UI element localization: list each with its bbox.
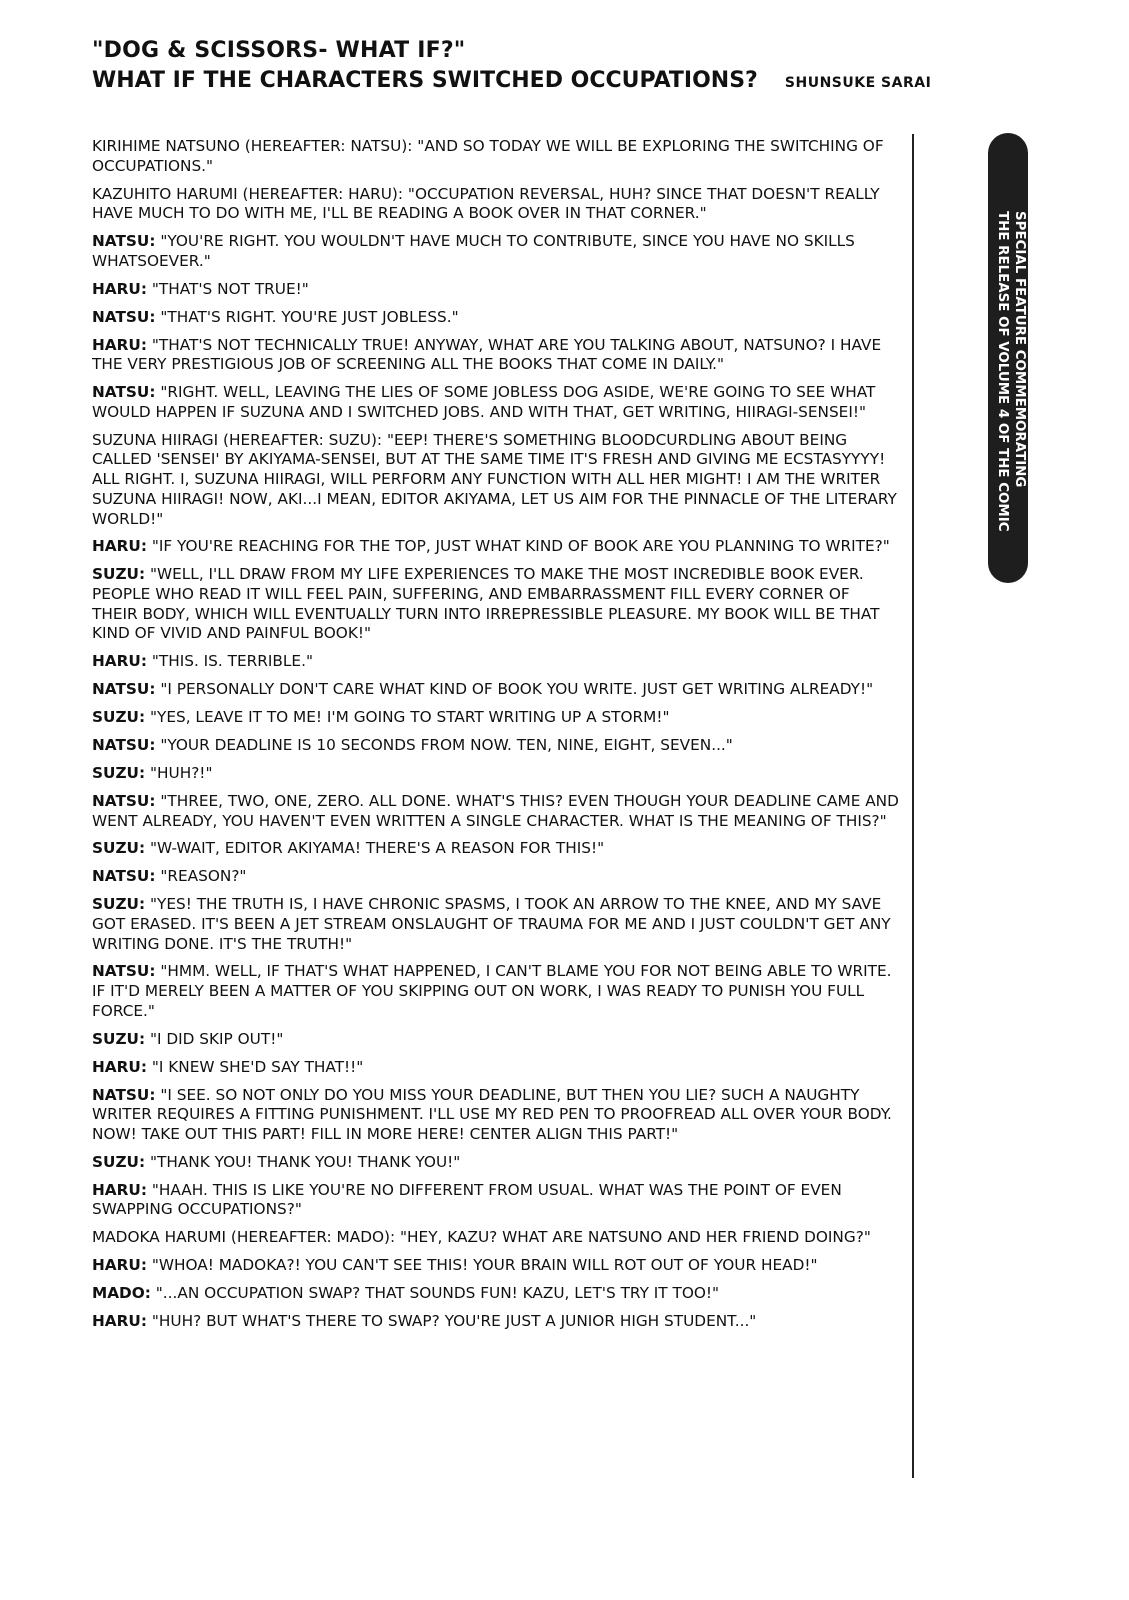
speaker-label: HARU: (92, 335, 147, 354)
dialogue-text: SUZUNA HIIRAGI (HEREAFTER: SUZU): "EEP! THERE'S SOMETHING BLOODCURDLING ABOUT BEING CALLED 'SENSEI' BY AKIYAMA-SENSEI, BUT AT THE SAME TIME IT'S FRESH AND GIVING ME ECSTASYYYY! ALL RIGHT. I, SUZUNA HIIRAGI, WILL PERFORM ANY FUNCTION WITH ALL HER MIGHT! I AM THE WRITER SUZUNA HIIRAGI! NOW, AKI...I MEAN, EDITOR AKIYAMA, LET US AIM FOR THE PINNACLE OF THE LITERARY WORLD!" (92, 430, 897, 528)
dialogue-paragraph (92, 764, 900, 784)
dialogue-paragraph (92, 537, 900, 557)
speaker-label: NATSU: (92, 307, 156, 326)
dialogue-paragraph (92, 867, 900, 887)
dialogue-paragraph (92, 1181, 900, 1220)
speaker-label: SUZU: (92, 565, 146, 584)
dialogue-text: "YES, LEAVE IT TO ME! I'M GOING TO START WRITING UP A STORM!" (149, 708, 670, 727)
speaker-label: SUZU: (92, 708, 146, 727)
speaker-label: NATSU: (92, 232, 156, 251)
dialogue-text: "YOU'RE RIGHT. YOU WOULDN'T HAVE MUCH TO CONTRIBUTE, SINCE YOU HAVE NO SKILLS WHATSOEVER." (92, 232, 855, 270)
column-divider (912, 134, 914, 1478)
dialogue-paragraph (92, 1058, 900, 1078)
dialogue-paragraph (92, 565, 900, 644)
dialogue-text: "THIS. IS. TERRIBLE." (151, 652, 313, 671)
author-name: SHUNSUKE SARAI (784, 75, 932, 91)
dialogue-paragraph (92, 1030, 900, 1050)
dialogue-paragraph (92, 1312, 900, 1332)
dialogue-text: "...AN OCCUPATION SWAP? THAT SOUNDS FUN! KAZU, LET'S TRY IT TOO!" (155, 1284, 720, 1303)
dialogue-paragraph (92, 680, 900, 700)
dialogue-paragraph (92, 962, 900, 1021)
dialogue-paragraph (92, 232, 900, 271)
dialogue-paragraph (92, 1228, 900, 1248)
page-header (92, 36, 932, 96)
dialogue-paragraph (92, 383, 900, 422)
dialogue-text: "THREE, TWO, ONE, ZERO. ALL DONE. WHAT'S THIS? EVEN THOUGH YOUR DEADLINE CAME AND WENT ALREADY, YOU HAVEN'T EVEN WRITTEN A SINGLE CHARACTER. WHAT IS THE MEANING OF THIS?" (92, 791, 899, 830)
dialogue-paragraph (92, 1284, 900, 1304)
dialogue-text: KAZUHITO HARUMI (HEREAFTER: HARU): "OCCUPATION REVERSAL, HUH? SINCE THAT DOESN'T REALLY HAVE MUCH TO DO WITH ME, I'LL BE READING A BOOK OVER IN THAT CORNER." (92, 184, 880, 223)
dialogue-paragraph (92, 652, 900, 672)
speaker-label: HARU: (92, 1057, 147, 1076)
dialogue-body (92, 137, 900, 1487)
dialogue-paragraph (92, 1153, 900, 1173)
dialogue-text: "HUH?!" (149, 763, 213, 782)
speaker-label: SUZU: (92, 895, 146, 914)
speaker-label: HARU: (92, 1256, 147, 1275)
speaker-label: NATSU: (92, 736, 156, 755)
page-subtitle: WHAT IF THE CHARACTERS SWITCHED OCCUPATIONS? (92, 68, 758, 93)
side-feature-text (988, 133, 1028, 583)
dialogue-text: "RIGHT. WELL, LEAVING THE LIES OF SOME JOBLESS DOG ASIDE, WE'RE GOING TO SEE WHAT WOULD HAPPEN IF SUZUNA AND I SWITCHED JOBS. AND WITH THAT, GET WRITING, HIIRAGI-SENSEI!" (92, 383, 876, 421)
dialogue-text: "IF YOU'RE REACHING FOR THE TOP, JUST WHAT KIND OF BOOK ARE YOU PLANNING TO WRITE?" (151, 537, 890, 556)
speaker-label: HARU: (92, 652, 147, 671)
dialogue-paragraph (92, 839, 900, 859)
dialogue-paragraph (92, 185, 900, 224)
dialogue-text: "THAT'S RIGHT. YOU'RE JUST JOBLESS." (160, 307, 459, 326)
dialogue-text: "I KNEW SHE'D SAY THAT!!" (151, 1057, 364, 1076)
dialogue-text: "THAT'S NOT TECHNICALLY TRUE! ANYWAY, WHAT ARE YOU TALKING ABOUT, NATSUNO? I HAVE THE VERY PRESTIGIOUS JOB OF SCREENING ALL THE BOOKS THAT COME IN DAILY." (92, 335, 882, 374)
speaker-label: NATSU: (92, 1085, 156, 1104)
speaker-label: HARU: (92, 1312, 147, 1330)
dialogue-paragraph (92, 137, 900, 176)
dialogue-paragraph (92, 736, 900, 756)
speaker-label: NATSU: (92, 867, 156, 886)
dialogue-text: "I PERSONALLY DON'T CARE WHAT KIND OF BOOK YOU WRITE. JUST GET WRITING ALREADY!" (160, 680, 874, 699)
speaker-label: HARU: (92, 279, 147, 298)
dialogue-paragraph (92, 280, 900, 300)
speaker-label: SUZU: (92, 763, 146, 782)
speaker-label: SUZU: (92, 1029, 146, 1048)
dialogue-text: "THAT'S NOT TRUE!" (151, 279, 309, 298)
speaker-label: NATSU: (92, 791, 156, 810)
page-title: "DOG & SCISSORS- WHAT IF?" (92, 38, 466, 63)
dialogue-paragraph (92, 792, 900, 831)
dialogue-paragraph (92, 895, 900, 954)
speaker-label: SUZU: (92, 839, 146, 858)
subtitle-row (92, 66, 932, 96)
dialogue-paragraph (92, 1256, 900, 1276)
speaker-label: HARU: (92, 537, 147, 556)
dialogue-text: "REASON?" (160, 867, 247, 886)
dialogue-paragraph (92, 431, 900, 530)
dialogue-text: "I DID SKIP OUT!" (149, 1029, 284, 1048)
dialogue-text: "WHOA! MADOKA?! YOU CAN'T SEE THIS! YOUR BRAIN WILL ROT OUT OF YOUR HEAD!" (151, 1256, 818, 1275)
dialogue-text: "WELL, I'LL DRAW FROM MY LIFE EXPERIENCES TO MAKE THE MOST INCREDIBLE BOOK EVER. PEOPLE WHO READ IT WILL FEEL PAIN, SUFFERING, AND EMBARRASSMENT FILL EVERY CORNER OF THEIR BODY, WHICH WILL EVENTUALLY TURN INTO IRREPRESSIBLE PLEASURE. MY BOOK WILL BE THAT KIND OF VIVID AND PAINFUL BOOK!" (92, 565, 880, 643)
speaker-label: MADO: (92, 1284, 151, 1303)
dialogue-text: "YES! THE TRUTH IS, I HAVE CHRONIC SPASMS, I TOOK AN ARROW TO THE KNEE, AND MY SAVE GOT ERASED. IT'S BEEN A JET STREAM ONSLAUGHT OF TRAUMA FOR ME AND I JUST COULDN'T GET ANY WRITING DONE. IT'S THE TRUTH!" (92, 895, 891, 953)
side-feature-tab (988, 133, 1028, 583)
dialogue-paragraph (92, 336, 900, 375)
speaker-label: NATSU: (92, 383, 156, 402)
dialogue-text: MADOKA HARUMI (HEREAFTER: MADO): "HEY, KAZU? WHAT ARE NATSUNO AND HER FRIEND DOING?" (92, 1228, 871, 1247)
dialogue-text: "W-WAIT, EDITOR AKIYAMA! THERE'S A REASON FOR THIS!" (149, 839, 605, 858)
dialogue-paragraph (92, 708, 900, 728)
dialogue-text: "YOUR DEADLINE IS 10 SECONDS FROM NOW. TEN, NINE, EIGHT, SEVEN..." (160, 736, 733, 755)
dialogue-text: "HUH? BUT WHAT'S THERE TO SWAP? YOU'RE JUST A JUNIOR HIGH STUDENT..." (151, 1312, 757, 1330)
dialogue-paragraph (92, 308, 900, 328)
side-feature-line-2: THE RELEASE OF VOLUME 4 OF THE COMIC (995, 211, 1010, 532)
dialogue-text: "THANK YOU! THANK YOU! THANK YOU!" (149, 1152, 461, 1171)
dialogue-text: "I SEE. SO NOT ONLY DO YOU MISS YOUR DEADLINE, BUT THEN YOU LIE? SUCH A NAUGHTY WRITER REQUIRES A FITTING PUNISHMENT. I'LL USE MY RED PEN TO PROOFREAD ALL OVER YOUR BODY. NOW! TAKE OUT THIS PART! FILL IN MORE HERE! CENTER ALIGN THIS PART!" (92, 1085, 892, 1143)
speaker-label: HARU: (92, 1180, 147, 1199)
dialogue-text: "HMM. WELL, IF THAT'S WHAT HAPPENED, I CAN'T BLAME YOU FOR NOT BEING ABLE TO WRITE. IF IT'D MERELY BEEN A MATTER OF YOU SKIPPING OUT ON WORK, I WAS READY TO PUNISH YOU FULL FORCE." (92, 962, 892, 1020)
dialogue-paragraph (92, 1086, 900, 1145)
speaker-label: NATSU: (92, 962, 156, 981)
side-feature-line-1: SPECIAL FEATURE COMMEMORATING (1012, 211, 1027, 488)
speaker-label: SUZU: (92, 1152, 146, 1171)
speaker-label: NATSU: (92, 680, 156, 699)
dialogue-text: "HAAH. THIS IS LIKE YOU'RE NO DIFFERENT FROM USUAL. WHAT WAS THE POINT OF EVEN SWAPPING OCCUPATIONS?" (92, 1180, 842, 1219)
dialogue-text: KIRIHIME NATSUNO (HEREAFTER: NATSU): "AND SO TODAY WE WILL BE EXPLORING THE SWITCHING OF OCCUPATIONS." (92, 137, 884, 175)
